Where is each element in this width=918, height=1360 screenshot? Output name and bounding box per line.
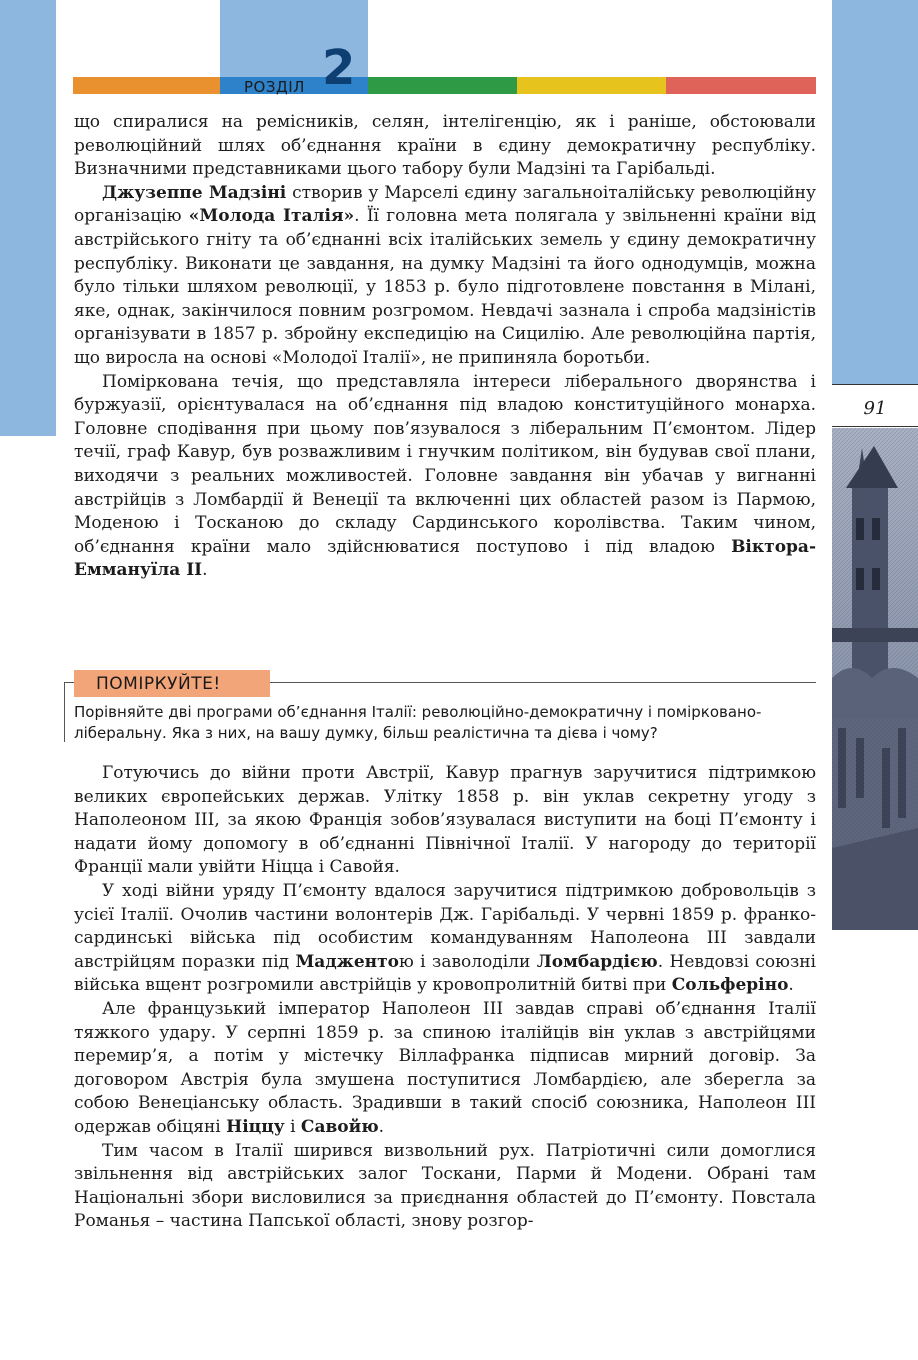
gothic-tower-engraving-icon	[832, 428, 918, 930]
left-margin-tab	[0, 0, 56, 436]
text-run: .	[378, 1116, 385, 1137]
text-run: створив у Марселі єдину загальноіталійську революційну організацію	[74, 182, 817, 227]
callout-bracket	[64, 682, 65, 742]
text-run: . Невдовзі союзні війська вщент розгромили австрійців у кровопролитній битві при	[74, 951, 816, 996]
color-segment	[517, 77, 666, 94]
bold-term: Віктора-Еммануїла ІІ	[74, 536, 816, 581]
color-segment	[73, 77, 220, 94]
page-number-rule-top	[832, 384, 918, 385]
right-margin-strip	[832, 0, 918, 384]
section-number: 2	[322, 40, 356, 96]
bold-term: Сольферіно	[671, 975, 789, 996]
text-run: і	[284, 1116, 301, 1137]
callout-title: ПОМІРКУЙТЕ!	[74, 670, 270, 697]
paragraph	[74, 111, 816, 182]
paragraph	[74, 371, 816, 583]
text-run: .	[788, 975, 794, 996]
section-label: РОЗДІЛ	[244, 78, 305, 96]
main-text-top	[74, 111, 816, 583]
bold-term: Ніццу	[226, 1116, 285, 1137]
color-segment	[368, 77, 517, 94]
paragraph	[74, 880, 816, 998]
main-text-bottom	[74, 762, 816, 1234]
bold-term: Савойю	[300, 1116, 379, 1137]
bold-term: «Молода Італія»	[188, 206, 355, 227]
text-run: Поміркована течія, що представляла інтереси ліберального дворянства і буржуазії, орієнтувалася на об’єднання під владою конституційного монарха. Головне сподівання при цьому пов’язувалося з ліберальним П’ємонтом. Лідер течії, граф Кавур, був розважливим і гнучким політиком, він будував свої плани, виходячи з реальних можливостей. Головне завдання він убачав у вигнанні австрійців з Ломбардії й Венеції та включенні цих областей разом із Пармою, Моденою і Тосканою до складу Сардинського королівства. Таким чином, об’єднання країни мало здійснюватися поступово і під владою	[74, 371, 816, 557]
page-number-rule-bottom	[832, 426, 918, 427]
text-run: Готуючись до війни проти Австрії, Кавур прагнув заручитися підтримкою великих європейських держав. Улітку 1858 р. він уклав секретну угоду з Наполеоном ІІІ, за якою Франція зобов’язувалася виступити на боці П’ємонту і надати йому допомогу в об’єднанні Північної Італії. У нагороду до території Франції мали увійти Ніцца і Савойя.	[74, 763, 816, 878]
text-run: ю і заволоділи	[398, 951, 537, 972]
bold-term: Мадженто	[295, 951, 399, 972]
text-run: . Її головна мета полягала у звільненні країни від австрійського гніту та об’єднанні всіх італійських земель у єдину демократичну республіку. Виконати це завдання, на думку Мадзіні та його однодумців, можна було тільки шляхом революції, у 1853 р. було підготовлене повстання в Мілані, яке, однак, закінчилося повним розгромом. Невдачі зазнала і спроба мадзіністів організувати в 1857 р. збройну експедицію на Сицилію. Але революційна партія, що виросла на основі «Молодої Італії», не припиняла боротьби.	[74, 206, 816, 368]
text-run: Але французький імператор Наполеон ІІІ завдав справі об’єднання Італії тяжкого удару. У серпні 1859 р. за спиною італійців він уклав з австрійцями перемир’я, а потім у містечку Віллафранка підписав мирний договір. За договором Австрія була змушена поступитися Ломбардією, але зберегла за собою Венеціанську область. Зрадивши в такий спосіб союзника, Наполеон ІІІ одержав обіцяні	[74, 998, 816, 1137]
text-run: .	[202, 560, 208, 581]
paragraph	[74, 182, 816, 371]
text-run: що спиралися на ремісників, селян, інтелігенцію, як і раніше, обстоювали революційний шлях об’єднання країни в єдину демократичну республіку. Визначними представниками цього табору були Мадзіні та Гарібальді.	[74, 112, 816, 180]
callout-text: Порівняйте дві програми об’єднання Італії: революційно-демократичну і помірковано-ліберальну. Яка з них, на вашу думку, більш реалістична та дієва і чому?	[74, 703, 762, 742]
bold-term: Джузеппе Мадзіні	[102, 182, 287, 203]
text-run: Тим часом в Італії ширився визвольний рух. Патріотичні сили домоглися звільнення від австрійських залог Тоскани, Парми й Модени. Обрані там Національні збори висловилися за приєднання областей до П’ємонту. Повстала Романья – частина Папської області, знову розгор-	[74, 1140, 816, 1232]
paragraph	[74, 762, 816, 880]
paragraph	[74, 998, 816, 1140]
bold-term: Ломбардією	[536, 951, 658, 972]
text-run: У ході війни уряду П’ємонту вдалося заручитися підтримкою добровольців з усієї Італії. Очолив частини волонтерів Дж. Гарібальді. У червні 1859 р. франко-сардинські війська під особистим командуванням Наполеона ІІІ завдали австрійцям поразки під	[74, 880, 816, 972]
color-segment	[666, 77, 816, 94]
paragraph	[74, 1140, 816, 1234]
chapter-color-bar	[73, 77, 816, 94]
page-number: 91	[863, 398, 887, 419]
